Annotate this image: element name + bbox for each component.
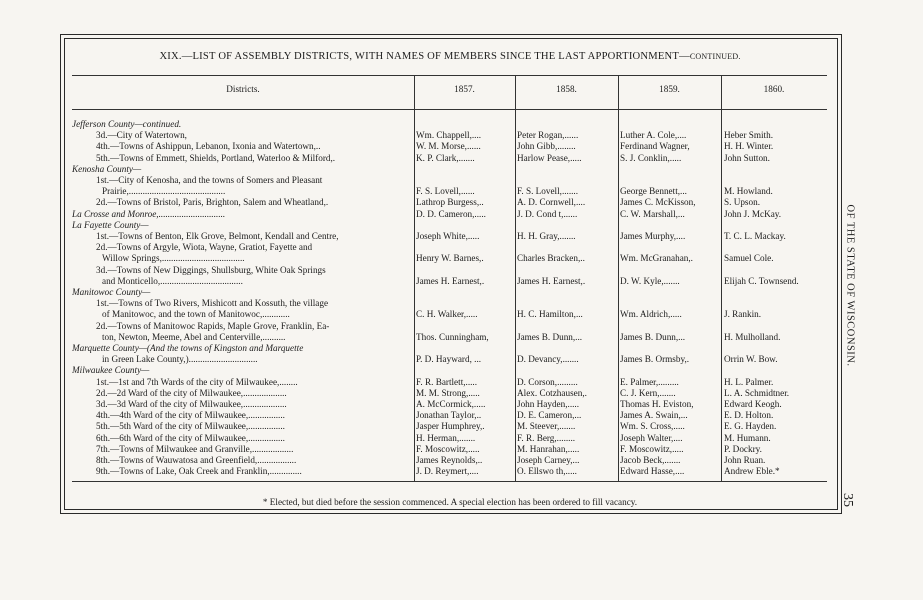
table-row [72, 320, 828, 332]
running-head [840, 190, 860, 390]
member-1858-cell: James B. Dunn,... [517, 331, 583, 342]
header-bottom-rule [72, 109, 827, 110]
member-1860-cell: H. H. Winter. [724, 141, 774, 152]
member-1860-cell: M. Humann. [724, 432, 771, 443]
member-1857-cell: A. McCormick,..... [416, 399, 486, 409]
district-cell: Manitowoc County— [72, 287, 151, 297]
table-row [72, 443, 828, 455]
table-title [70, 51, 830, 62]
member-1858-cell: John Hayden,..... [517, 399, 580, 409]
header-1857: 1857. [454, 84, 475, 94]
district-cell: Milwaukee County— [72, 365, 150, 376]
table-row [72, 432, 828, 444]
table-row [72, 376, 828, 388]
member-1860-cell: Orrin W. Bow. [724, 354, 778, 365]
district-cell: 8th.—Towns of Wauwatosa and Greenfield,................. [96, 455, 297, 465]
member-1860-cell: J. Rankin. [724, 309, 762, 320]
table-row [72, 398, 828, 410]
district-cell: La Fayette County— [72, 219, 149, 230]
member-1859-cell: Edward Hasse,.... [620, 466, 685, 477]
member-1860-cell: E. D. Holton. [724, 410, 774, 421]
district-cell: 1st.—Towns of Two Rivers, Mishicott and Kossuth, the village [96, 298, 329, 309]
member-1857-cell: James H. Earnest,. [416, 275, 485, 286]
member-1859-cell: Thomas H. Eviston, [620, 399, 694, 409]
member-1860-cell: Edward Keogh. [724, 399, 782, 409]
district-cell: in Green Lake County,).............................. [102, 354, 258, 365]
table-row [72, 353, 828, 365]
member-1857-cell: Jasper Humphrey,. [416, 421, 485, 432]
member-1859-cell: James A. Swain,... [620, 410, 688, 421]
table-row [72, 129, 828, 141]
district-cell: Marquette County—(And the towns of Kingston and Marquette [72, 343, 304, 353]
member-1858-cell: O. Ellswo th,..... [517, 466, 577, 477]
district-cell: 5th.—5th Ward of the city of Milwaukee,................ [96, 421, 285, 432]
member-1857-cell: M. M. Strong,..... [416, 387, 480, 398]
table-row [72, 342, 828, 354]
table-row [72, 140, 828, 152]
member-1860-cell: Elijah C. Townsend. [724, 275, 799, 286]
member-1859-cell: James Murphy,.... [620, 231, 686, 241]
member-1860-cell: John Ruan. [724, 455, 766, 465]
member-1858-cell: M. Steever,....... [517, 421, 576, 432]
district-cell: 2d.—Towns of Argyle, Wiota, Wayne, Gratiot, Fayette and [96, 242, 313, 253]
table-row [72, 331, 828, 343]
member-1858-cell: Joseph Carney,... [517, 455, 580, 465]
member-1858-cell: H. C. Hamilton,... [517, 309, 583, 320]
district-cell: 9th.—Towns of Lake, Oak Creek and Franklin,.............. [96, 466, 302, 477]
member-1860-cell: Samuel Cole. [724, 253, 774, 264]
member-1858-cell: J. D. Cond t,...... [517, 208, 578, 219]
member-1858-cell: F. S. Lovell,....... [517, 186, 579, 197]
member-1858-cell: Peter Rogan,...... [517, 130, 579, 141]
table-row [72, 163, 828, 175]
member-1858-cell: H. H. Gray,....... [517, 231, 576, 241]
member-1857-cell: Jonathan Taylor,.. [416, 410, 482, 421]
member-1857-cell: Henry W. Barnes,. [416, 253, 484, 264]
district-cell: of Manitowoc, and the town of Manitowoc,............ [102, 309, 290, 320]
table-row [72, 118, 828, 130]
member-1860-cell: Andrew Eble.* [724, 466, 780, 477]
member-1859-cell: Ferdinand Wagner, [620, 141, 690, 152]
district-cell: 1st.—City of Kenosha, and the towns of Somers and Pleasant [96, 175, 323, 185]
member-1860-cell: S. Upson. [724, 197, 760, 208]
member-1857-cell: F. Moscowitz,..... [416, 443, 480, 454]
member-1858-cell: F. R. Berg,........ [517, 432, 576, 443]
table-row [72, 286, 828, 298]
member-1857-cell: James Reynolds,.. [416, 455, 483, 465]
member-1857-cell: C. H. Walker,..... [416, 309, 478, 320]
table-row [72, 208, 828, 220]
district-cell: 3d.—City of Watertown, [96, 130, 187, 141]
district-cell: La Crosse and Monroe,............................. [72, 208, 226, 219]
member-1857-cell: H. Herman,....... [416, 432, 476, 443]
header-districts: Districts. [226, 84, 260, 94]
member-1859-cell: George Bennett,... [620, 186, 687, 197]
member-1858-cell: D. E. Cameron,... [517, 410, 582, 421]
header-top-rule [72, 75, 827, 76]
member-1858-cell: Charles Bracken,.. [517, 253, 585, 264]
table-row [72, 252, 828, 264]
member-1857-cell: Thos. Cunningham, [416, 331, 489, 342]
member-1860-cell: John J. McKay. [724, 208, 782, 219]
member-1859-cell: Wm. Aldrich,..... [620, 309, 682, 320]
table-row [72, 364, 828, 376]
footnote: * Elected, but died before the session commenced. A special election has been ordered to fill vacancy. [262, 497, 638, 507]
table-row [72, 174, 828, 186]
member-1859-cell: S. J. Conklin,..... [620, 152, 682, 163]
table-row [72, 387, 828, 399]
member-1860-cell: P. Dockry. [724, 443, 762, 454]
header-1860: 1860. [763, 84, 785, 94]
member-1859-cell: James B. Ormsby,. [620, 354, 690, 365]
member-1857-cell: K. P. Clark,....... [416, 152, 475, 163]
table-row [72, 219, 828, 231]
member-1857-cell: Lathrop Burgess,.. [416, 197, 484, 208]
member-1858-cell: Harlow Pease,..... [517, 152, 582, 163]
table-row [72, 196, 828, 208]
district-cell: 7th.—Towns of Milwaukee and Granville,.................. [96, 443, 294, 454]
member-1860-cell: Heber Smith. [724, 130, 773, 141]
district-cell: 6th.—6th Ward of the city of Milwaukee,................ [96, 432, 285, 443]
table-row [72, 308, 828, 320]
district-cell: and Monticello,.................................... [102, 275, 243, 286]
member-1860-cell: H. Mulholland. [724, 331, 781, 342]
district-cell: Kenosha County— [72, 163, 142, 174]
member-1860-cell: L. A. Schmidtner. [724, 387, 790, 398]
running-head-text: OF THE STATE OF WISCONSIN. [844, 204, 856, 367]
table-row [72, 297, 828, 309]
district-cell: 3d.—Towns of New Diggings, Shullsburg, White Oak Springs [96, 264, 326, 275]
page-number [840, 490, 860, 514]
member-1859-cell: C. W. Marshall,... [620, 208, 685, 219]
table-row [72, 185, 828, 197]
table-row [72, 465, 828, 477]
member-1859-cell: James B. Dunn,... [620, 331, 686, 342]
table-row [72, 409, 828, 421]
table-row [72, 264, 828, 276]
district-cell: Jefferson County—continued. [72, 119, 182, 129]
page-number-text: 35 [840, 493, 855, 507]
member-1857-cell: D. D. Cameron,..... [416, 208, 486, 219]
member-1860-cell: T. C. L. Mackay. [724, 231, 786, 241]
member-1858-cell: D. Devancy,....... [517, 354, 579, 365]
member-1859-cell: Joseph Walter,.... [620, 432, 683, 443]
member-1860-cell: H. L. Palmer. [724, 376, 774, 387]
district-cell: 5th.—Towns of Emmett, Shields, Portland, Waterloo & Milford,. [96, 152, 336, 163]
district-cell: 4th.—4th Ward of the city of Milwaukee,................ [96, 410, 285, 421]
member-1859-cell: Wm. McGranahan,. [620, 253, 693, 264]
table-row [72, 152, 828, 164]
member-1858-cell: M. Hanrahan,..... [517, 443, 580, 454]
member-1857-cell: P. D. Hayward, ... [416, 354, 482, 365]
table-row [72, 454, 828, 466]
member-1858-cell: John Gibb,........ [517, 141, 576, 152]
header-1858: 1858. [556, 84, 577, 94]
district-cell: Willow Springs,.................................... [102, 253, 245, 264]
district-cell: 1st.—1st and 7th Wards of the city of Milwaukee,........ [96, 376, 298, 387]
district-cell: 2d.—Towns of Manitowoc Rapids, Maple Grove, Franklin, Ea- [96, 320, 330, 331]
member-1857-cell: F. R. Bartlett,..... [416, 376, 478, 387]
district-cell: Prairie,.......................................... [102, 186, 226, 197]
header-1859: 1859. [659, 84, 680, 94]
member-1857-cell: W. M. Morse,...... [416, 141, 481, 152]
member-1857-cell: Joseph White,..... [416, 231, 480, 241]
district-cell: 1st.—Towns of Benton, Elk Grove, Belmont, Kendall and Centre, [96, 231, 339, 241]
member-1859-cell: D. W. Kyle,....... [620, 275, 680, 286]
member-1859-cell: James C. McKisson, [620, 197, 696, 208]
table-row [72, 275, 828, 287]
member-1858-cell: D. Corson,......... [517, 376, 578, 387]
member-1857-cell: F. S. Lovell,...... [416, 186, 475, 197]
district-cell: 3d.—3d Ward of the city of Milwaukee,................... [96, 399, 287, 409]
member-1859-cell: E. Palmer,......... [620, 376, 679, 387]
table-title-main: XIX.—LIST OF ASSEMBLY DISTRICTS, WITH NAMES OF MEMBERS SINCE THE LAST APPORTIONMENT— [159, 51, 690, 62]
table-row [72, 420, 828, 432]
table-title-continued: CONTINUED. [689, 52, 741, 61]
member-1857-cell: J. D. Reymert,.... [416, 466, 479, 477]
member-1860-cell: M. Howland. [724, 186, 773, 197]
district-cell: 2d.—Towns of Bristol, Paris, Brighton, Salem and Wheatland,. [96, 197, 329, 208]
member-1857-cell: Wm. Chappell,.... [416, 130, 482, 141]
member-1858-cell: James H. Earnest,. [517, 275, 586, 286]
member-1859-cell: Luther A. Cole,.... [620, 130, 687, 141]
member-1859-cell: Jacob Beck,....... [620, 455, 681, 465]
member-1859-cell: C. J. Kern,....... [620, 387, 676, 398]
member-1860-cell: John Sutton. [724, 152, 770, 163]
district-cell: 4th.—Towns of Ashippun, Lebanon, Ixonia and Watertown,.. [96, 141, 321, 152]
table-row [72, 241, 828, 253]
member-1859-cell: Wm. S. Cross,..... [620, 421, 685, 432]
district-cell: 2d.—2d Ward of the city of Milwaukee,................... [96, 387, 287, 398]
member-1858-cell: Alex. Cotzhausen,. [517, 387, 587, 398]
table-bottom-rule [72, 481, 827, 482]
district-cell: ton, Newton, Meeme, Abel and Centerville,.......... [102, 331, 286, 342]
member-1860-cell: E. G. Hayden. [724, 421, 777, 432]
table-row [72, 230, 828, 242]
member-1859-cell: F. Moscowitz,..... [620, 443, 684, 454]
member-1858-cell: A. D. Cornwell,.... [517, 197, 586, 208]
